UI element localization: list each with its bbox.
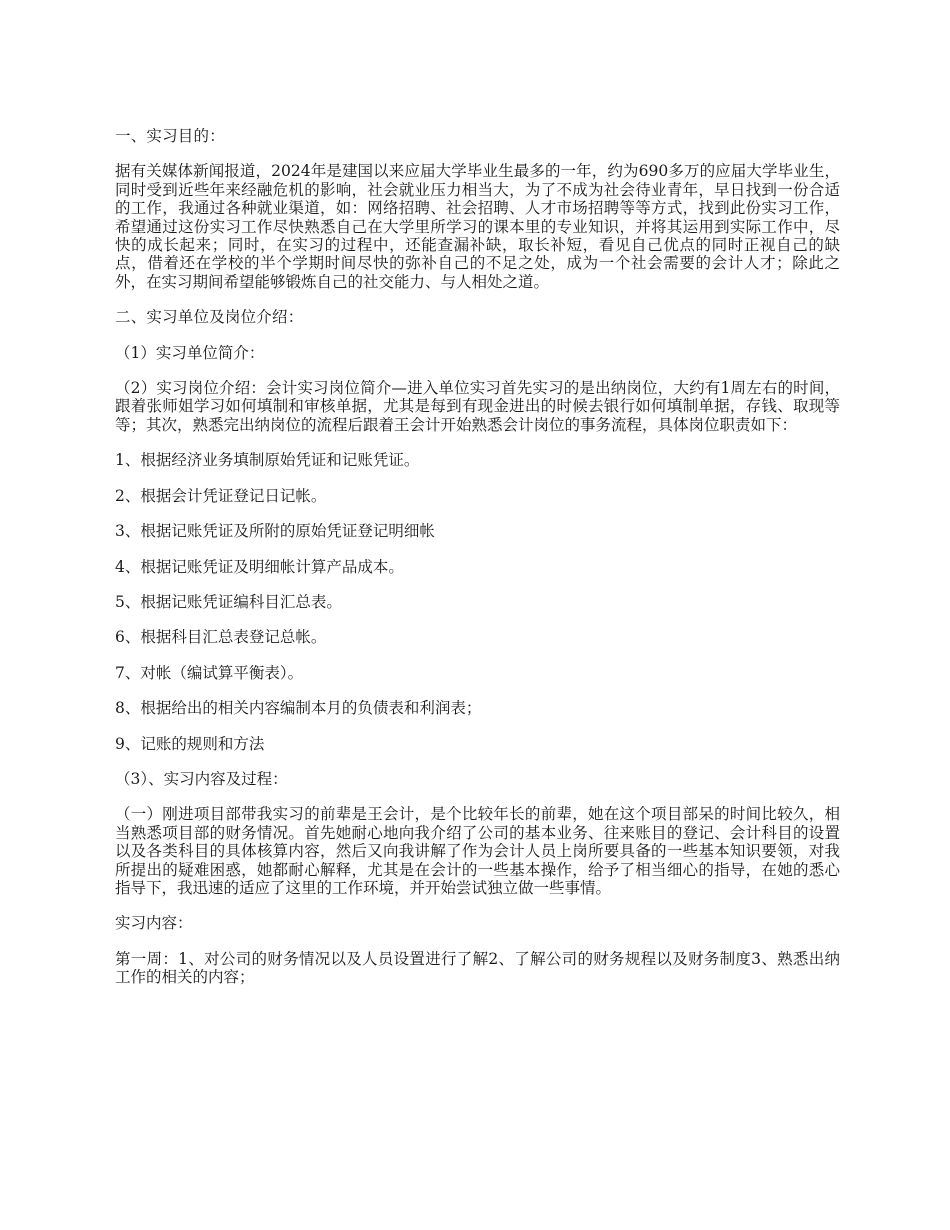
duty-item: 2、根据会计凭证登记日记帐。 [115,486,327,505]
duty-item: 6、根据科目汇总表登记总帐。 [115,628,327,647]
duty-item: 9、记账的规则和方法 [115,734,265,753]
duty-item: 1、根据经济业务填制原始凭证和记账凭证。 [115,451,420,470]
section-heading-purpose: 一、实习目的： [115,127,225,145]
duty-item: 7、对帐（编试算平衡表）。 [115,663,304,682]
label-content: 实习内容： [115,914,193,933]
duty-item: 4、根据记账凭证及明细帐计算产品成本。 [115,557,404,576]
subheading-process: （3）、实习内容及过程： [115,769,288,788]
paragraph-process: （一）刚进项目部带我实习的前辈是王会计，是个比较年长的前辈，她在这个项目部呆的时间比较久，相当熟悉项目部的财务情况。首先她耐心地向我介绍了公司的基本业务、往来账目的登记、会计科目的设置以及各类科目的具体核算内容，然后又向我讲解了作为会计人员上岗所要具备的一些基本知识要领，对我所提出的疑难困惑，她都耐心解释，尤其是在会计的一些基本操作，给予了相当细心的指导，在她的悉心指导下，我迅速的适应了这里的工作环境，并开始尝试独立做一些事情。 [115,805,840,897]
section-heading-unit: 二、实习单位及岗位介绍： [115,308,304,327]
duty-item: 5、根据记账凭证编科目汇总表。 [115,592,342,611]
document-body [115,127,840,1004]
paragraph-week-1: 第一周：1、对公司的财务情况以及人员设置进行了解2、了解公司的财务规程以及财务制度3、熟悉出纳工作的相关的内容； [115,949,840,987]
duty-item: 8、根据给出的相关内容编制本月的负债表和利润表； [115,699,482,718]
duty-item: 3、根据记账凭证及所附的原始凭证登记明细帐 [115,522,435,541]
paragraph-position-intro: （2）实习岗位介绍：会计实习岗位简介—进入单位实习首先实习的是出纳岗位，大约有1周左右的时间，跟着张师姐学习如何填制和审核单据，尤其是每到有现金进出的时候去银行如何填制单据，存钱、取现等等；其次，熟悉完出纳岗位的流程后跟着王会计开始熟悉会计岗位的事务流程，具体岗位职责如下： [115,379,840,434]
subheading-unit-intro: （1）实习单位简介： [115,343,265,362]
paragraph-purpose: 据有关媒体新闻报道，2024年是建国以来应届大学毕业生最多的一年，约为690多万的应届大学毕业生，同时受到近些年来经融危机的影响，社会就业压力相当大，为了不成为社会待业青年，早日找到一份合适的工作，我通过各种就业渠道，如：网络招聘、社会招聘、人才市场招聘等等方式，找到此份实习工作，希望通过这份实习工作尽快熟悉自己在大学里所学习的课本里的专业知识，并将其运用到实际工作中，尽快的成长起来；同时，在实习的过程中，还能查漏补缺，取长补短，看见自己优点的同时正视自己的缺点，借着还在学校的半个学期时间尽快的弥补自己的不足之处，成为一个社会需要的会计人才；除此之外，在实习期间希望能够锻炼自己的社交能力、与人相处之道。 [115,162,840,291]
